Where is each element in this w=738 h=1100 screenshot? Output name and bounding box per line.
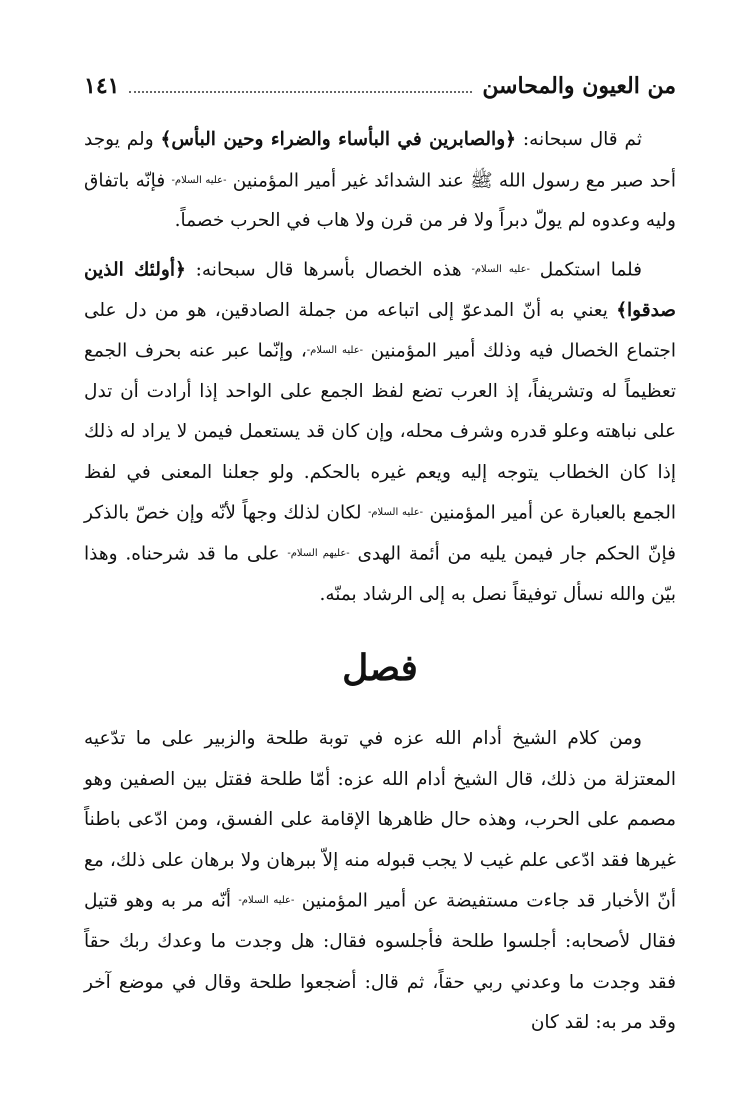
page-body: [84, 120, 676, 1044]
salutation: -عليه السلام-: [171, 174, 227, 186]
text-run: فلما استكمل: [529, 259, 642, 280]
salutation: -عليهم السلام-: [287, 548, 350, 559]
salutation: -عليه السلام-: [471, 263, 530, 275]
text-run: يعني به أنّ المدعوّ إلى اتباعه من جملة الصادقين، هو من دل على اجتماع الخصال فيه وذلك أمير المؤمنين: [84, 299, 676, 362]
dotted-leader: [129, 79, 472, 93]
page-header: [84, 66, 676, 106]
running-title: من العيون والمحاسن: [482, 73, 676, 99]
text-run: على ما قد شرحناه. وهذا بيّن والله نسأل توفيقاً نصل به إلى الرشاد بمنّه.: [84, 543, 676, 605]
page-number: ١٤١: [84, 73, 120, 99]
paragraph-3: [84, 719, 676, 1043]
salutation: -عليه السلام-: [238, 895, 295, 907]
section-title: فصل: [342, 647, 418, 690]
text-run: لكان لذلك وجهاً لأنّه وإن خصّ بالذكر فإنّ الحكم جار فيمن يليه من أئمة الهدى: [84, 502, 676, 565]
text-run: ، وإنّما عبر عنه بحرف الجمع تعظيماً له وتشريفاً، إذ العرب تضع لفظ الجمع على الواحد إذا أرادت أن تدل على نباهته وعلو قدره وشرف محله، وإن كان قد يستعمل فيمن لا يراد له ذلك إذا كان الخطاب يتوجه إليه ويعم غيره بالحكم. ولو جعلنا المعنى في لفظ الجمع بالعبارة عن أمير المؤمنين: [84, 340, 676, 524]
quranic-quote: ﴿أولئك الذين صدقوا﴾: [84, 259, 676, 321]
paragraph-2: [84, 250, 676, 616]
text-run: هذه الخصال بأسرها قال سبحانه:: [185, 259, 472, 280]
page: [84, 66, 676, 1052]
text-run: ولم يوجد أحد صبر مع رسول الله ﷺ عند الشدائد غير أمير المؤمنين: [84, 129, 677, 191]
text-run: فإنّه باتفاق وليه وعدوه لم يولّ دبراً ولا فر من قرن ولا هاب في الحرب خصماً.: [84, 169, 676, 232]
paragraph-1: [84, 120, 676, 242]
salutation: -عليه السلام-: [306, 345, 364, 356]
text-run: أنّه مر به وهو قتيل فقال لأصحابه: أجلسوا طلحة فأجلسوه فقال: هل وجدت ما وعدك ربك حقاً فقد وجدت ما وعدني ربي حقاً، ثم قال: أضجعوا طلحة وقال في موضع آخر وقد مر به: لقد كان: [84, 890, 676, 1033]
text-run: ثم قال سبحانه:: [515, 129, 642, 150]
text-run: ومن كلام الشيخ أدام الله عزه في توبة طلحة والزبير على ما تدّعيه المعتزلة من ذلك، قال الشيخ أدام الله عزه: أمّا طلحة فقتل بين الصفين وهو مصمم على الحرب، وهذه حال ظاهرها الإقامة على الفسق، ومن ادّعى باطناً غيرها فقد ادّعى علم غيب لا يجب قبوله منه إلاّ ببرهان ولا برهان على ذلك، مع أنّ الأخبار قد جاءت مستفيضة عن أمير المؤمنين: [84, 728, 676, 912]
salutation: -عليه السلام-: [367, 507, 424, 519]
quranic-quote: ﴿والصابرين في البأساء والضراء وحين البأس﴾: [160, 129, 516, 150]
